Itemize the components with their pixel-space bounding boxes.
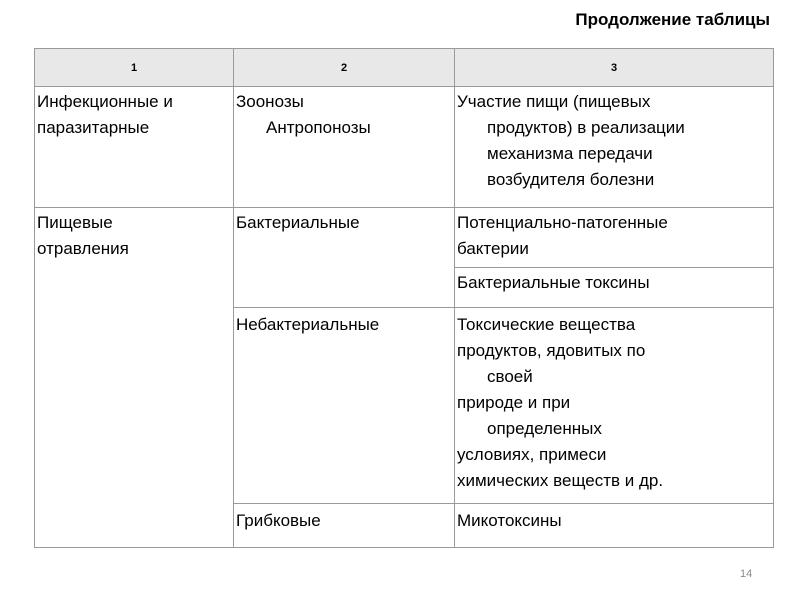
cell-text-line: Инфекционные и [37, 92, 173, 111]
cell-text-line: продуктов, ядовитых по [457, 341, 646, 360]
cell-infectious-description [455, 87, 774, 208]
cell-text-line: Небактериальные [236, 315, 380, 334]
cell-text-line: отравления [37, 239, 129, 258]
column-header-1: 1 [35, 49, 234, 87]
cell-text-line: Участие пищи (пищевых [457, 92, 651, 111]
table-row-infectious [35, 87, 774, 208]
cell-text-line: Пищевые [37, 213, 113, 232]
cell-text-line: механизма передачи [487, 144, 653, 163]
cell-text-line: Зоонозы [236, 92, 304, 111]
cell-text-line: Бактериальные токсины [457, 273, 650, 292]
cell-text-line: Бактериальные [236, 213, 360, 232]
cell-bacterial-agent-1 [455, 208, 774, 268]
column-header-2: 2 [234, 49, 455, 87]
cell-bacterial-agent-2 [455, 268, 774, 308]
cell-food-poisoning-category [35, 208, 234, 548]
column-header-3: 3 [455, 49, 774, 87]
table-row-bacterial-1 [35, 208, 774, 268]
cell-text-line: Микотоксины [457, 511, 562, 530]
cell-text-line: бактерии [457, 239, 529, 258]
cell-text-line: условиях, примеси [457, 445, 607, 464]
cell-nonbacterial-agent [455, 308, 774, 504]
cell-nonbacterial-type [234, 308, 455, 504]
cell-text-line: паразитарные [37, 118, 150, 137]
cell-infectious-category [35, 87, 234, 208]
cell-text-line: Потенциально-патогенные [457, 213, 668, 232]
cell-text-line: определенных [487, 419, 602, 438]
cell-bacterial-type [234, 208, 455, 308]
cell-infectious-types [234, 87, 455, 208]
cell-text-line: химических веществ и др. [457, 471, 664, 490]
cell-fungal-type [234, 504, 455, 548]
cell-text-line: своей [487, 367, 533, 386]
table-continuation-heading: Продолжение таблицы [575, 10, 770, 29]
cell-fungal-agent [455, 504, 774, 548]
page-number: 14 [740, 568, 753, 580]
data-table [34, 48, 774, 548]
cell-text-line: природе и при [457, 393, 571, 412]
cell-text-line: Грибковые [236, 511, 321, 530]
cell-text-line: Токсические вещества [457, 315, 636, 334]
cell-text-line: продуктов) в реализации [487, 118, 685, 137]
cell-text-line: возбудителя болезни [487, 170, 655, 189]
table-header-row [35, 49, 774, 87]
cell-text-line: Антропонозы [266, 118, 371, 137]
